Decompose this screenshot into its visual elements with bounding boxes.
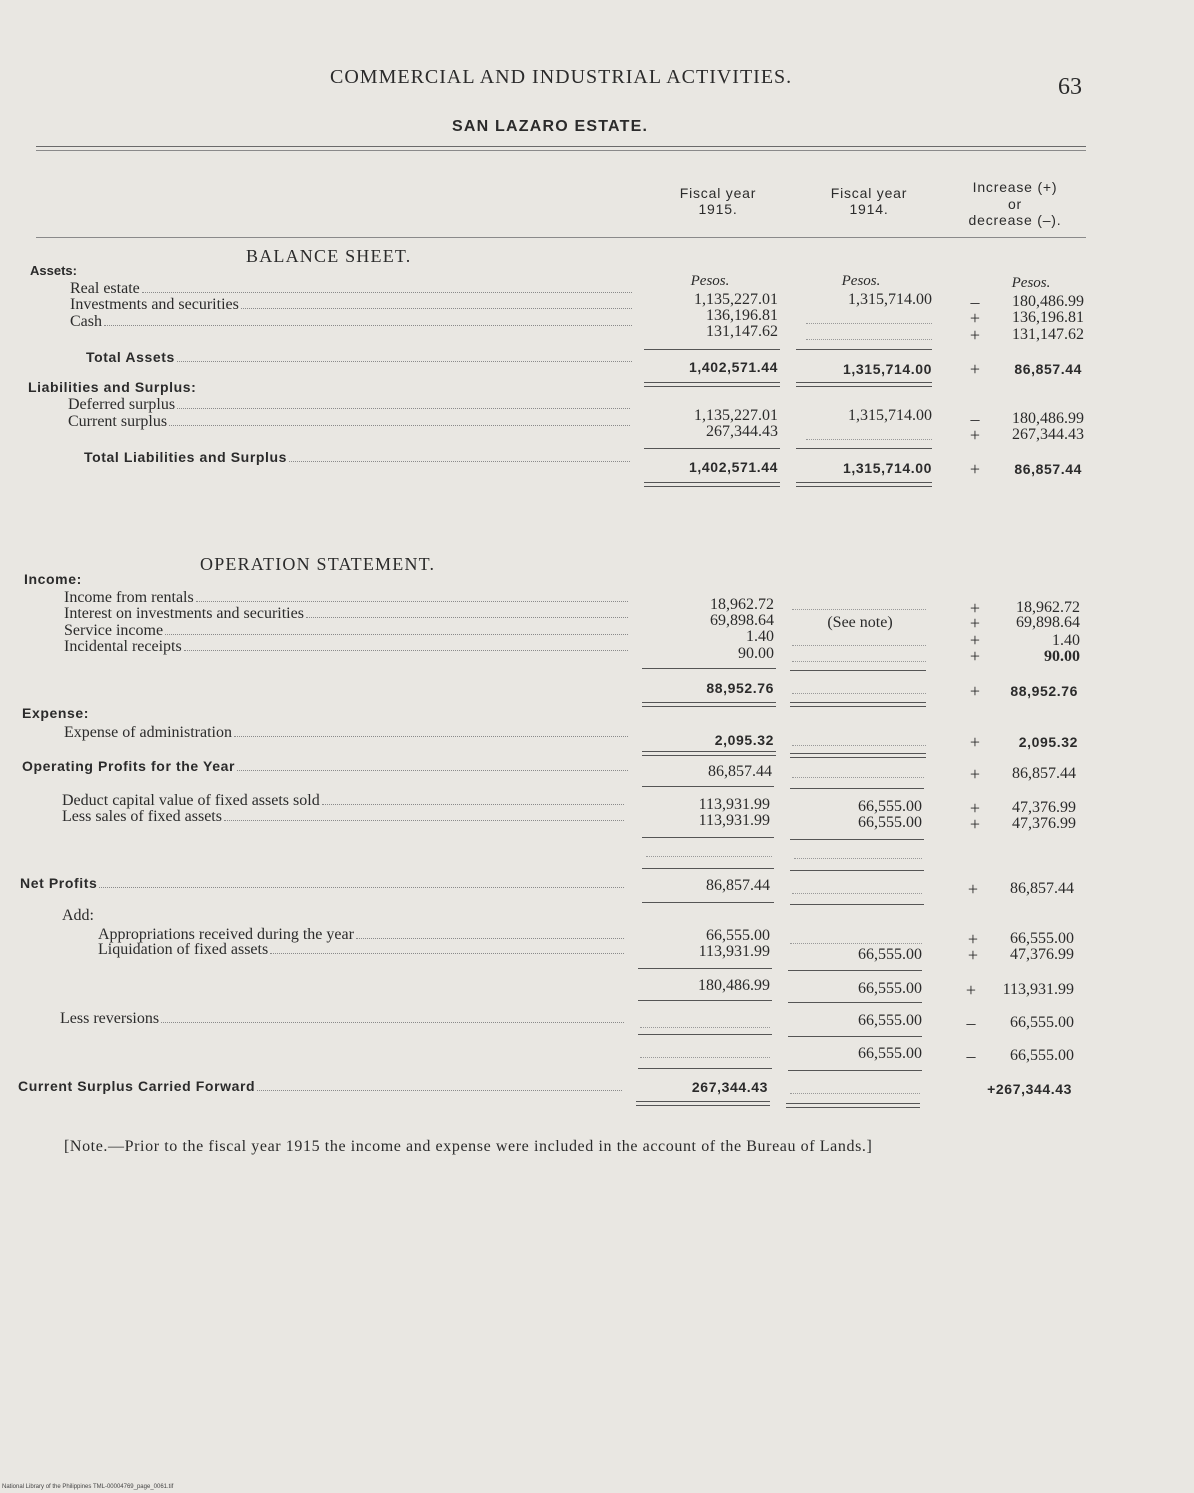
total-assets-dbl-1914-a bbox=[796, 382, 932, 383]
income-total-1914-blank bbox=[792, 692, 926, 694]
subtotal-1914: 66,555.00 bbox=[858, 980, 922, 997]
row-label-investments: Investments and securities bbox=[70, 296, 632, 314]
header-rule bbox=[36, 237, 1086, 238]
appropriations-1914-blank bbox=[790, 942, 922, 944]
row-label-cash: Cash bbox=[70, 313, 632, 331]
investments-change: 136,196.81 bbox=[1012, 309, 1084, 326]
less-reversions-sign: – bbox=[966, 1013, 976, 1033]
interest-1915: 69,898.64 bbox=[710, 612, 774, 629]
total-assets-1914: 1,315,714.00 bbox=[843, 361, 932, 377]
current-surplus-forward-1914-blank bbox=[790, 1092, 920, 1094]
add-rule-1915 bbox=[638, 968, 772, 969]
balance-sheet-title: BALANCE SHEET. bbox=[246, 246, 412, 266]
row-label-expense-admin: Expense of administration bbox=[64, 724, 628, 742]
after-reversions-rule-1915 bbox=[638, 1068, 772, 1069]
income-rule-1915 bbox=[642, 668, 776, 669]
operation-statement-title: OPERATION STATEMENT. bbox=[200, 554, 436, 574]
row-label-deferred-surplus: Deferred surplus bbox=[68, 396, 630, 414]
operating-profits-sign: + bbox=[969, 764, 981, 784]
real-estate-sign: – bbox=[970, 292, 980, 312]
deduct-change: 47,376.99 bbox=[1012, 799, 1076, 816]
see-note-1914: (See note) bbox=[827, 614, 893, 631]
less-sales-change: 47,376.99 bbox=[1012, 815, 1076, 832]
income-1914-blank-3 bbox=[792, 660, 926, 662]
top-rule-2 bbox=[36, 150, 1086, 151]
cash-sign: + bbox=[969, 325, 981, 345]
incidental-1915: 90.00 bbox=[738, 645, 774, 662]
income-rule-1914 bbox=[790, 670, 926, 671]
after-reversions-1914: 66,555.00 bbox=[858, 1045, 922, 1062]
subtotal-sign: + bbox=[965, 980, 977, 1000]
current-surplus-forward-1915: 267,344.43 bbox=[691, 1079, 768, 1095]
less-sales-sign: + bbox=[969, 814, 981, 834]
liquidation-change: 47,376.99 bbox=[1010, 946, 1074, 963]
expense-dbl-1914-a bbox=[790, 753, 926, 754]
row-label-income-rentals: Income from rentals bbox=[64, 589, 628, 607]
net-blank-1914 bbox=[794, 857, 922, 859]
deferred-surplus-change: 180,486.99 bbox=[1012, 410, 1084, 427]
real-estate-1915: 1,135,227.01 bbox=[694, 291, 778, 308]
liquidation-sign: + bbox=[967, 945, 979, 965]
deduct-1915: 113,931.99 bbox=[698, 796, 770, 813]
liab-rule-1915 bbox=[644, 448, 780, 449]
col-header-fy1915: Fiscal year 1915. bbox=[679, 185, 757, 217]
operating-profits-1915: 86,857.44 bbox=[708, 763, 772, 780]
deferred-surplus-1914: 1,315,714.00 bbox=[848, 407, 932, 424]
col-header-fy1914: Fiscal year 1914. bbox=[830, 185, 908, 217]
current-surplus-1914-blank bbox=[806, 438, 932, 440]
appropriations-1915: 66,555.00 bbox=[706, 927, 770, 944]
net-rule-1915 bbox=[642, 868, 774, 869]
deduct-1914: 66,555.00 bbox=[858, 798, 922, 815]
running-title: COMMERCIAL AND INDUSTRIAL ACTIVITIES. bbox=[330, 66, 793, 88]
current-surplus-1915: 267,344.43 bbox=[706, 423, 778, 440]
total-assets-dbl-1915-b bbox=[644, 386, 780, 387]
assets-rule-1915 bbox=[644, 349, 780, 350]
subtotal-rule-1914 bbox=[788, 1002, 922, 1003]
liab-rule-1914 bbox=[796, 448, 932, 449]
after-reversions-1915-blank bbox=[640, 1056, 770, 1058]
add-heading: Add: bbox=[62, 907, 94, 924]
net-rule-1914 bbox=[790, 870, 924, 871]
expense-dbl-1915-b bbox=[642, 755, 776, 756]
cash-change: 131,147.62 bbox=[1012, 326, 1084, 343]
operating-rule-1914 bbox=[790, 788, 924, 789]
reversions-rule-1915 bbox=[638, 1034, 772, 1035]
deferred-surplus-sign: – bbox=[970, 409, 980, 429]
net-profits-sign: + bbox=[967, 879, 979, 899]
row-label-liquidation: Liquidation of fixed assets bbox=[98, 941, 624, 959]
appropriations-sign: + bbox=[967, 929, 979, 949]
assets-heading: Assets: bbox=[30, 263, 77, 278]
row-label-net-profits: Net Profits bbox=[20, 874, 624, 892]
net-profits-1915: 86,857.44 bbox=[706, 877, 770, 894]
income-1914-blank-1 bbox=[792, 608, 926, 610]
total-assets-dbl-1915-a bbox=[644, 382, 780, 383]
expense-admin-change: 2,095.32 bbox=[1018, 734, 1078, 750]
row-label-total-liabilities: Total Liabilities and Surplus bbox=[84, 448, 630, 466]
net-profits-1914-blank bbox=[792, 892, 922, 894]
operating-rule-1915 bbox=[642, 786, 774, 787]
deduct-sign: + bbox=[969, 798, 981, 818]
final-dbl-1914-a bbox=[786, 1103, 920, 1104]
cash-1915: 131,147.62 bbox=[706, 323, 778, 340]
expense-heading: Expense: bbox=[22, 705, 90, 721]
less-sales-1914: 66,555.00 bbox=[858, 814, 922, 831]
expense-1914-blank bbox=[792, 744, 926, 746]
net-profits-change: 86,857.44 bbox=[1010, 880, 1074, 897]
total-liabilities-1915: 1,402,571.44 bbox=[689, 459, 778, 475]
expense-dbl-1915-a bbox=[642, 751, 776, 752]
row-label-less-sales: Less sales of fixed assets bbox=[62, 808, 624, 826]
col-header-change-3: decrease (–). bbox=[968, 212, 1062, 228]
interest-change: 69,898.64 bbox=[1016, 614, 1080, 631]
current-surplus-sign: + bbox=[969, 425, 981, 445]
income-rentals-1915: 18,962.72 bbox=[710, 596, 774, 613]
row-label-appropriations: Appropriations received during the year bbox=[98, 926, 624, 944]
expense-dbl-1914-b bbox=[790, 757, 926, 758]
current-surplus-change: 267,344.43 bbox=[1012, 426, 1084, 443]
top-rule bbox=[36, 146, 1086, 147]
income-total-dbl-1915-a bbox=[642, 702, 776, 703]
total-liabilities-1914: 1,315,714.00 bbox=[843, 460, 932, 476]
income-1914-blank-2 bbox=[792, 644, 926, 646]
investments-sign: + bbox=[969, 308, 981, 328]
total-liab-dbl-1914-b bbox=[796, 486, 932, 487]
final-dbl-1915-a bbox=[636, 1101, 770, 1102]
final-dbl-1914-b bbox=[786, 1107, 920, 1108]
row-label-operating-profits: Operating Profits for the Year bbox=[22, 757, 628, 775]
real-estate-1914: 1,315,714.00 bbox=[848, 291, 932, 308]
income-total-1915: 88,952.76 bbox=[706, 680, 774, 696]
service-income-change: 1.40 bbox=[1052, 632, 1080, 649]
row-label-deduct: Deduct capital value of fixed assets sold bbox=[62, 792, 624, 810]
service-income-sign: + bbox=[969, 630, 981, 650]
income-rentals-sign: + bbox=[969, 598, 981, 618]
row-label-incidental: Incidental receipts bbox=[64, 638, 628, 656]
appropriations-change: 66,555.00 bbox=[1010, 930, 1074, 947]
row-label-interest: Interest on investments and securities bbox=[64, 605, 628, 623]
income-total-sign: + bbox=[969, 681, 981, 701]
net-profits-rule-1914 bbox=[790, 904, 924, 905]
row-label-service-income: Service income bbox=[64, 622, 628, 640]
liabilities-heading: Liabilities and Surplus: bbox=[28, 379, 197, 395]
less-sales-rule-1914 bbox=[790, 839, 924, 840]
scan-footer: National Library of the Philippines TML-00004769_page_0061.tif bbox=[2, 1484, 174, 1490]
total-liab-dbl-1915-a bbox=[644, 482, 780, 483]
col-header-change-1: Increase (+) bbox=[972, 179, 1058, 195]
investments-1914-blank bbox=[806, 322, 932, 324]
current-surplus-forward-change: +267,344.43 bbox=[987, 1081, 1072, 1097]
income-total-dbl-1914-a bbox=[790, 702, 926, 703]
row-label-less-reversions: Less reversions bbox=[60, 1010, 624, 1028]
estate-title: SAN LAZARO ESTATE. bbox=[452, 118, 649, 135]
total-assets-1915: 1,402,571.44 bbox=[689, 359, 778, 375]
row-label-real-estate: Real estate bbox=[70, 280, 632, 298]
deferred-surplus-1915: 1,135,227.01 bbox=[694, 407, 778, 424]
income-total-change: 88,952.76 bbox=[1010, 683, 1078, 699]
real-estate-change: 180,486.99 bbox=[1012, 293, 1084, 310]
col-header-change-2: or bbox=[1007, 196, 1023, 212]
less-reversions-change: 66,555.00 bbox=[1010, 1014, 1074, 1031]
less-sales-rule-1915 bbox=[642, 837, 774, 838]
expense-admin-1915: 2,095.32 bbox=[714, 732, 774, 748]
subtotal-change: 113,931.99 bbox=[1002, 981, 1074, 998]
assets-rule-1914 bbox=[796, 349, 932, 350]
subtotal-1915: 180,486.99 bbox=[698, 977, 770, 994]
net-profits-rule-1915 bbox=[642, 902, 774, 903]
add-rule-1914 bbox=[788, 970, 922, 971]
investments-1915: 136,196.81 bbox=[706, 307, 778, 324]
interest-sign: + bbox=[969, 613, 981, 633]
liquidation-1915: 113,931.99 bbox=[698, 943, 770, 960]
income-total-dbl-1915-b bbox=[642, 706, 776, 707]
total-liabilities-change: 86,857.44 bbox=[1014, 461, 1082, 477]
after-reversions-change: 66,555.00 bbox=[1010, 1047, 1074, 1064]
total-liab-dbl-1914-a bbox=[796, 482, 932, 483]
total-liabilities-sign: + bbox=[969, 459, 981, 479]
operating-profits-change: 86,857.44 bbox=[1012, 765, 1076, 782]
footnote: [Note.—Prior to the fiscal year 1915 the income and expense were included in the account of the Bureau of Lands.] bbox=[64, 1138, 873, 1155]
final-dbl-1915-b bbox=[636, 1105, 770, 1106]
reversions-rule-1914 bbox=[788, 1036, 922, 1037]
total-assets-dbl-1914-b bbox=[796, 386, 932, 387]
currency-1914: Pesos. bbox=[841, 273, 881, 289]
reversions-1915-blank bbox=[640, 1026, 770, 1028]
total-liab-dbl-1915-b bbox=[644, 486, 780, 487]
row-label-current-surplus-forward: Current Surplus Carried Forward bbox=[18, 1077, 622, 1095]
operating-1914-blank bbox=[792, 776, 924, 778]
after-reversions-sign: – bbox=[966, 1046, 976, 1066]
incidental-change: 90.00 bbox=[1044, 648, 1080, 665]
income-total-dbl-1914-b bbox=[790, 706, 926, 707]
less-sales-1915: 113,931.99 bbox=[698, 812, 770, 829]
less-reversions-1914: 66,555.00 bbox=[858, 1012, 922, 1029]
row-label-current-surplus: Current surplus bbox=[68, 413, 630, 431]
total-assets-sign: + bbox=[969, 359, 981, 379]
service-income-1915: 1.40 bbox=[746, 628, 774, 645]
expense-admin-sign: + bbox=[969, 732, 981, 752]
total-assets-change: 86,857.44 bbox=[1014, 361, 1082, 377]
row-label-total-assets: Total Assets bbox=[86, 348, 632, 366]
currency-1915: Pesos. bbox=[690, 273, 730, 289]
after-reversions-rule-1914 bbox=[788, 1070, 922, 1071]
incidental-sign: + bbox=[969, 646, 981, 666]
net-blank-1915 bbox=[646, 855, 772, 857]
page-number: 63 bbox=[1058, 74, 1082, 100]
cash-1914-blank bbox=[806, 338, 932, 340]
currency-change: Pesos. bbox=[1011, 275, 1051, 291]
income-heading: Income: bbox=[24, 571, 82, 587]
subtotal-rule-1915 bbox=[638, 1000, 772, 1001]
income-rentals-change: 18,962.72 bbox=[1016, 599, 1080, 616]
liquidation-1914: 66,555.00 bbox=[858, 946, 922, 963]
